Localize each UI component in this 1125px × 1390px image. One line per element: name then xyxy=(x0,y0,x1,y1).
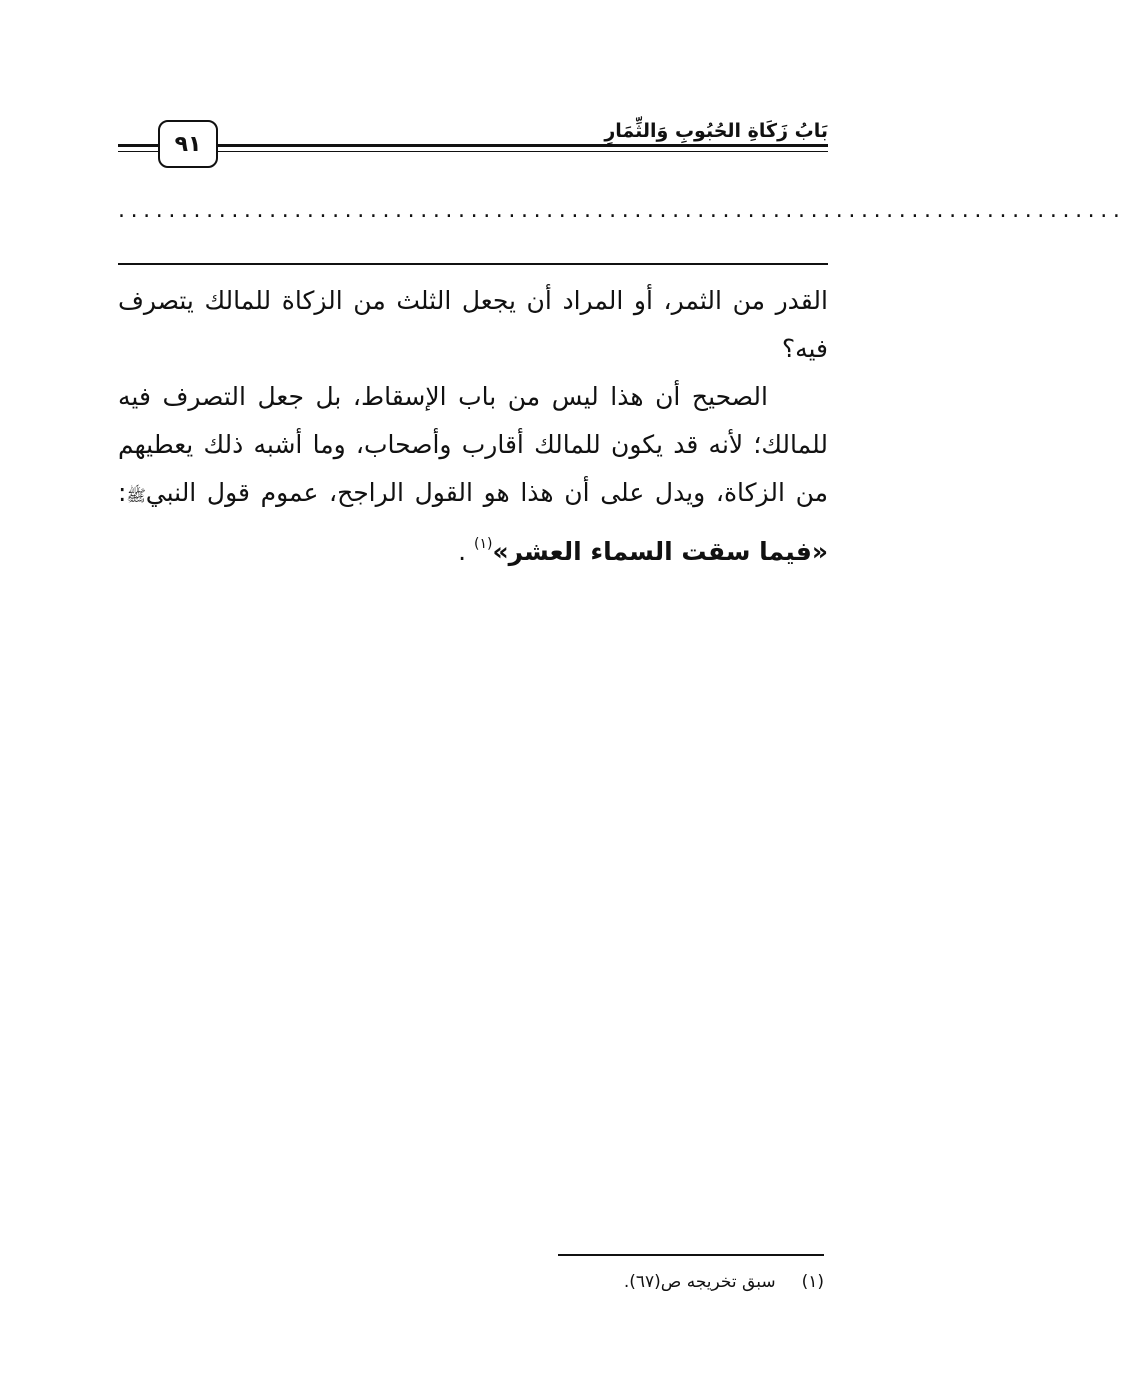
header-rule xyxy=(218,151,828,152)
header-rule xyxy=(218,144,828,147)
page-number-badge xyxy=(158,120,218,168)
ellipsis-separator: ................................................................................ xyxy=(118,198,1125,223)
page-header xyxy=(118,118,828,170)
chapter-title: بَابُ زَكَاةِ الحُبُوبِ وَالثِّمَارِ xyxy=(604,120,828,142)
paragraph: القدر من الثمر، أو المراد أن يجعل الثلث من الزكاة للمالك يتصرف فيه؟ xyxy=(118,286,828,363)
footnote-number: (١) xyxy=(801,1272,824,1292)
page-number: ٩١ xyxy=(174,131,202,157)
footnote-rule xyxy=(558,1254,824,1256)
hadith-quote: «فيما سقت السماء العشر» xyxy=(492,537,828,566)
footnote-reference: (١) xyxy=(473,536,493,552)
paragraph-text: الصحيح أن هذا ليس من باب الإسقاط، بل جعل التصرف فيه للمالك؛ لأنه قد يكون للمالك أقارب وأصحاب، وما أشبه ذلك يعطيهم من الزكاة، ويدل على أن هذا هو القول الراجح، عموم قول النبي xyxy=(118,382,828,507)
body-text xyxy=(118,277,828,576)
paragraph xyxy=(118,373,828,576)
end-period: . xyxy=(458,537,467,566)
header-rule xyxy=(118,151,158,152)
colon: : xyxy=(118,478,127,507)
footnote xyxy=(624,1267,824,1297)
header-rule xyxy=(118,144,158,147)
footnote-text: سبق تخريجه ص(٦٧). xyxy=(623,1272,776,1292)
section-rule xyxy=(118,263,828,265)
honorific: ﷺ xyxy=(126,486,146,505)
